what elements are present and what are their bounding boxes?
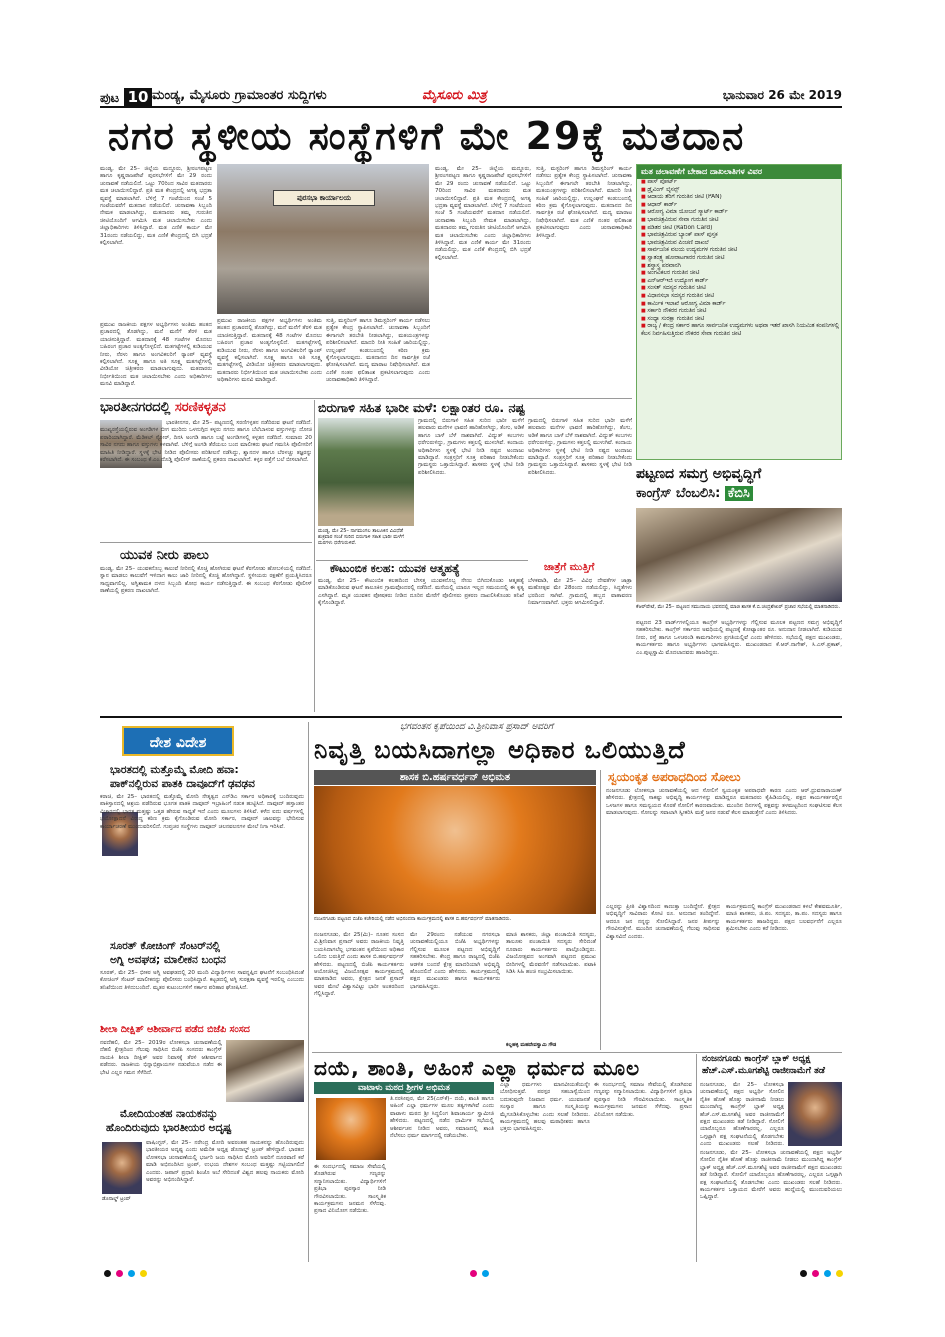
modi-headline-line1: ಭಾರತದಲ್ಲಿ ಮತ್ತೊಮ್ಮೆ ಮೋದಿ ಹವಾ:: [110, 764, 239, 776]
registration-mark: [470, 1270, 477, 1277]
modi-headline-line2: ಪಾಕ್‌ನಲ್ಲಿರುವ ಪಾತಕಿ ದಾವೂದ್‌ಗೆ ಢವಢವ: [110, 778, 255, 790]
voter-document-item: ■ ವಿಧಾನಸಭಾ ಸದಸ್ಯರ ಗುರುತಿನ ಚೀಟಿ: [637, 293, 841, 301]
trump-headline-line2: ಹೊಂದಿರುವುದು ಭಾರತೀಯರ ಅದೃಷ್ಟ: [106, 1122, 232, 1134]
rain-headline: ಬಿರುಗಾಳಿ ಸಹಿತ ಭಾರೀ ಮಳೆ: ಲಕ್ಷಾಂತರ ರೂ. ನಷ್ಟ: [318, 400, 525, 415]
lead-headline: ನಗರ ಸ್ಥಳೀಯ ಸಂಸ್ಥೆಗಳಿಗೆ ಮೇ 29ಕ್ಕೆ ಮತದಾನ: [108, 114, 746, 158]
voter-documents-title: ಮತ ಚಲಾವಣೆಗೆ ಬೇಕಾದ ದಾಖಲಾತಿಗಳ ವಿವರ: [637, 165, 841, 179]
registration-mark: [836, 1270, 843, 1277]
page-number: ಪುಟ 10: [100, 88, 152, 106]
lead-text-col1: ಮಂಡ್ಯ, ಮೇ 25– ಜಿಲ್ಲೆಯ ಮದ್ದೂರು, ಶ್ರೀರಂಗಪಟ್ಟಣ ಹಾಗೂ ಕೃಷ್ಣರಾಜಪೇಟೆ ಪುರಸಭೆಗಳಿಗೆ ಮೇ 29 ರಂದು ಚುನಾವಣೆ ನಡೆಯಲಿದೆ. ಒಟ್ಟು 70ರಿಂದ ಸಾವಿರ ಮತದಾರರು ಮತ ಚಲಾಯಿಸಲಿದ್ದಾರೆ. ಪ್ರತಿ ಮತ ಕೇಂದ್ರದಲ್ಲಿ ಅಗತ್ಯ ಭದ್ರತಾ ವ್ಯವಸ್ಥೆ ಮಾಡಲಾಗಿದೆ. ಬೆಳಿಗ್ಗೆ 7 ಗಂಟೆಯಿಂದ ಸಂಜೆ 5 ಗಂಟೆಯವರೆಗೆ ಮತದಾನ ನಡೆಯಲಿದೆ. ಚುನಾವಣಾ ಸಿಬ್ಬಂದಿ ನೇಮಕ ಮಾಡಲಾಗಿದ್ದು, ಮತದಾರರು ತಮ್ಮ ಗುರುತಿನ ಚೀಟಿಯೊಂದಿಗೆ ಆಗಮಿಸಿ ಮತ ಚಲಾಯಿಸಬೇಕು ಎಂದು ಜಿಲ್ಲಾಧಿಕಾರಿಗಳು ತಿಳಿಸಿದ್ದಾರೆ. ಮತ ಎಣಿಕೆ ಕಾರ್ಯ ಮೇ 31ರಂದು ನಡೆಯಲಿದ್ದು, ಮತ ಎಣಿಕೆ ಕೇಂದ್ರದಲ್ಲಿ ಬಿಗಿ ಭದ್ರತೆ ಕಲ್ಪಿಸಲಾಗಿದೆ.: [100, 166, 212, 247]
rain-caption: ಮಂಡ್ಯ, ಮೇ 25– ನಾಗಮಂಗಲ ತಾಲೂಕಿನ ವಿವಿಧೆಡೆ ಶುಕ್ರವಾರ ಸಂಜೆ ಸುರಿದ ಬಿರುಗಾಳಿ ಸಹಿತ ಭಾರೀ ಮಳೆಗೆ ಮರಗಳು ಧರೆಗುರುಳಿವೆ.: [318, 528, 404, 546]
registration-mark: [128, 1270, 135, 1277]
registration-mark: [812, 1270, 819, 1277]
trump-headline-line1: ಮೋದಿಯಂತಹ ನಾಯಕನನ್ನು: [120, 1108, 219, 1120]
desha-videsha-badge: ದೇಶ ವಿದೇಶ: [122, 726, 234, 756]
defeat-text-top: ನಂಜನಗೂಡು ಲೋಕಸಭಾ ಚುನಾವಣೆಯಲ್ಲಿ ಆದ ಸೋಲಿಗೆ ಸ್ವಯಂಕೃತ ಅಪರಾಧವೇ ಕಾರಣ ಎಂದು ಆರ್.ಧ್ರುವನಾರಾಯಣ್ ಹೇಳಿದರು. ಕ್ಷೇತ್ರದಲ್ಲಿ ಸಾಕಷ್ಟು ಅಭಿವೃದ್ಧಿ ಕಾರ್ಯಗಳನ್ನು ಮಾಡಿದ್ದರೂ ಮತದಾರರು ಕೈಹಿಡಿಯಲಿಲ್ಲ. ಪಕ್ಷದ ಕಾರ್ಯಕರ್ತರಲ್ಲಿನ ಒಳಜಗಳ ಹಾಗೂ ಸಮನ್ವಯದ ಕೊರತೆ ಸೋಲಿಗೆ ಕಾರಣವಾಯಿತು. ಮುಂದಿನ ದಿನಗಳಲ್ಲಿ ಪಕ್ಷವನ್ನು ತಳಮಟ್ಟದಿಂದ ಸಂಘಟಿಸುವ ಕೆಲಸ ಮಾಡಲಾಗುವುದು. ಸೋಲನ್ನು ಸವಾಲಾಗಿ ಸ್ವೀಕರಿಸಿ ಮತ್ತೆ ಜನರ ನಡುವೆ ಕೆಲಸ ಮಾಡುತ್ತೇನೆ ಎಂದು ತಿಳಿಸಿದರು.: [606, 788, 842, 817]
divider: [100, 716, 842, 718]
divider: [100, 542, 312, 543]
voter-document-item: ■ ಪಡಿತರ ಚೀಟಿ (Ration Card): [637, 225, 841, 233]
bank-text: ನಂಜನಗೂಡು, ಮೇ 25– ಲೋಕಸಭಾ ಚುನಾವಣೆಯಲ್ಲಿ ಪಕ್ಷದ ಅಭ್ಯರ್ಥಿ ಸೋಲಿನ ನೈತಿಕ ಹೊಣೆ ಹೊತ್ತು ರಾಜೀನಾಮೆ ನೀಡಲು ಮುಂದಾಗಿದ್ದ ಕಾಂಗ್ರೆಸ್ ಬ್ಲಾಕ್ ಅಧ್ಯಕ್ಷ ಹೆಚ್.ಎಸ್.ಮೂಗಶೆಟ್ಟಿ ಅವರ ರಾಜೀನಾಮೆಗೆ ಪಕ್ಷದ ಮುಖಂಡರು ತಡೆ ನೀಡಿದ್ದಾರೆ. ಸೋಲಿಗೆ ಯಾರೊಬ್ಬರೂ ಹೊಣೆಗಾರರಲ್ಲ, ಎಲ್ಲರೂ ಒಗ್ಗಟ್ಟಾಗಿ ಪಕ್ಷ ಸಂಘಟನೆಯಲ್ಲಿ ತೊಡಗಬೇಕು ಎಂದು ಮುಖಂಡರು ಸಲಹೆ ನೀಡಿದರು. ಕಾರ್ಯಕರ್ತರ ಒತ್ತಾಯದ ಮೇರೆಗೆ ಅವರು ಹುದ್ದೆಯಲ್ಲಿ ಮುಂದುವರಿಯಲು ಒಪ್ಪಿದ್ದಾರೆ.: [700, 1150, 842, 1201]
registration-mark: [482, 1270, 489, 1277]
surat-text: ಸೂರತ್, ಮೇ 25– ಭೀಕರ ಅಗ್ನಿ ಅವಘಡದಲ್ಲಿ 20 ಮಂದಿ ವಿದ್ಯಾರ್ಥಿಗಳು ಸಾವನ್ನಪ್ಪಿದ ಘಟನೆಗೆ ಸಂಬಂಧಿಸಿದಂತೆ ಕೋಚಿಂಗ್ ಸೆಂಟರ್ ಮಾಲೀಕನನ್ನು ಪೊಲೀಸರು ಬಂಧಿಸಿದ್ದಾರೆ. ಕಟ್ಟಡದಲ್ಲಿ ಅಗ್ನಿ ಸುರಕ್ಷತಾ ವ್ಯವಸ್ಥೆ ಇರಲಿಲ್ಲ ಎಂಬುದು ತನಿಖೆಯಿಂದ ತಿಳಿದುಬಂದಿದೆ. ಮೃತರ ಕುಟುಂಬಗಳಿಗೆ ಸರ್ಕಾರ ಪರಿಹಾರ ಘೋಷಿಸಿದೆ.: [100, 970, 304, 991]
dharma-text-col2: ಎಲ್ಲಾ ಧರ್ಮಗಳು ಮಾನವೀಯತೆಯನ್ನೇ ಬೋಧಿಸುತ್ತವೆ. ಪರಸ್ಪರ ಸಹಬಾಳ್ವೆಯಿಂದ ಬದುಕುವುದೇ ನಿಜವಾದ ಧರ್ಮ. ಯುವಜನತೆ ಸಂಸ್ಕಾರ ಹಾಗೂ ಸಂಸ್ಕೃತಿಯನ್ನು ಮೈಗೂಡಿಸಿಕೊಳ್ಳಬೇಕು ಎಂದು ಸಲಹೆ ನೀಡಿದರು. ಕಾರ್ಯಕ್ರಮದಲ್ಲಿ ಹಲವು ಮಠಾಧೀಶರು ಹಾಗೂ ಭಕ್ತರು ಭಾಗವಹಿಸಿದ್ದರು.: [500, 1082, 590, 1133]
voter-document-item: ■ ಆದಾಯ ತೆರಿಗೆ ಗುರುತಿನ ಚೀಟಿ (PAN): [637, 194, 841, 202]
voter-document-item: ■ ಸಾರ್ವಜನಿಕ ವಲಯ ಉದ್ಯಮಗಳ ಗುರುತಿನ ಚೀಟಿ: [637, 247, 841, 255]
divider: [314, 400, 315, 712]
lead-text-col4: ಮಂಡ್ಯ, ಮೇ 25– ಜಿಲ್ಲೆಯ ಮದ್ದೂರು, ಶ್ರೀರಂಗಪಟ್ಟಣ ಹಾಗೂ ಕೃಷ್ಣರಾಜಪೇಟೆ ಪುರಸಭೆಗಳಿಗೆ ಮೇ 29 ರಂದು ಚುನಾವಣೆ ನಡೆಯಲಿದೆ. ಒಟ್ಟು 70ರಿಂದ ಸಾವಿರ ಮತದಾರರು ಮತ ಚಲಾಯಿಸಲಿದ್ದಾರೆ. ಪ್ರತಿ ಮತ ಕೇಂದ್ರದಲ್ಲಿ ಅಗತ್ಯ ಭದ್ರತಾ ವ್ಯವಸ್ಥೆ ಮಾಡಲಾಗಿದೆ. ಬೆಳಿಗ್ಗೆ 7 ಗಂಟೆಯಿಂದ ಸಂಜೆ 5 ಗಂಟೆಯವರೆಗೆ ಮತದಾನ ನಡೆಯಲಿದೆ. ಚುನಾವಣಾ ಸಿಬ್ಬಂದಿ ನೇಮಕ ಮಾಡಲಾಗಿದ್ದು, ಮತದಾರರು ತಮ್ಮ ಗುರುತಿನ ಚೀಟಿಯೊಂದಿಗೆ ಆಗಮಿಸಿ ಮತ ಚಲಾಯಿಸಬೇಕು ಎಂದು ಜಿಲ್ಲಾಧಿಕಾರಿಗಳು ತಿಳಿಸಿದ್ದಾರೆ. ಮತ ಎಣಿಕೆ ಕಾರ್ಯ ಮೇ 31ರಂದು ನಡೆಯಲಿದ್ದು, ಮತ ಎಣಿಕೆ ಕೇಂದ್ರದಲ್ಲಿ ಬಿಗಿ ಭದ್ರತೆ ಕಲ್ಪಿಸಲಾಗಿದೆ.: [435, 166, 531, 261]
swamiji-photo: [316, 1098, 386, 1160]
divider: [696, 1054, 697, 1262]
divider: [312, 1052, 842, 1053]
prasad-strap: ಭಗವಂತನ ಕೃಪೆಯಿಂದ ವಿ.ಶ್ರೀನಿವಾಸ ಪ್ರಸಾದ್ ಅವರಿಗೆ: [400, 722, 554, 732]
voter-document-item: ■ ಕಾರ್ಮಿಕ ಇಲಾಖೆ ಆರೋಗ್ಯ ವಿಮಾ ಕಾರ್ಡ್: [637, 301, 841, 309]
moogashetty-photo: [788, 1082, 842, 1146]
voter-document-item: ■ ಸಂಧ್ಯಾ ಸುರಕ್ಷಾ ಗುರುತಿನ ಚೀಟಿ: [637, 316, 841, 324]
rain-text-col2: ಗ್ರಾಮದಲ್ಲಿ ಬಿರುಗಾಳಿ ಸಹಿತ ಸುರಿದ ಭಾರೀ ಮಳೆಗೆ ಹಲವಾರು ಮನೆಗಳ ಛಾವಣಿ ಹಾರಿಹೋಗಿದ್ದು, ತೆಂಗು, ಅಡಿಕೆ ಹಾಗೂ ಬಾಳೆ ಬೆಳೆ ನಾಶವಾಗಿದೆ. ವಿದ್ಯುತ್ ಕಂಬಗಳು ಧರೆಗುರುಳಿದ್ದು, ಗ್ರಾಮಗಳು ಕತ್ತಲಲ್ಲಿ ಮುಳುಗಿವೆ. ಕಂದಾಯ ಅಧಿಕಾರಿಗಳು ಸ್ಥಳಕ್ಕೆ ಭೇಟಿ ನೀಡಿ ನಷ್ಟದ ಅಂದಾಜು ಮಾಡಿದ್ದಾರೆ. ಸಂತ್ರಸ್ತರಿಗೆ ಸೂಕ್ತ ಪರಿಹಾರ ನೀಡಬೇಕೆಂದು ಗ್ರಾಮಸ್ಥರು ಒತ್ತಾಯಿಸಿದ್ದಾರೆ. ಶಾಸಕರು ಸ್ಥಳಕ್ಕೆ ಭೇಟಿ ನೀಡಿ ಪರಿಶೀಲಿಸಿದರು.: [528, 418, 632, 476]
trump-photo: [102, 1142, 142, 1194]
lead-text-col3: ಸುತ್ತಿ, ಮಸ್ಟರಿಂಗ್ ಹಾಗೂ ಡಿಮಸ್ಟರಿಂಗ್ ಕಾರ್ಯ ನಡೆಸಲು ಪ್ರತ್ಯೇಕ ಕೇಂದ್ರ ಸ್ಥಾಪಿಸಲಾಗಿದೆ. ಚುನಾವಣಾ ಸಿಬ್ಬಂದಿಗೆ ಈಗಾಗಲೇ ತರಬೇತಿ ನೀಡಲಾಗಿದ್ದು, ಮತಯಂತ್ರಗಳನ್ನು ಪರಿಶೀಲಿಸಲಾಗಿದೆ. ಮಾದರಿ ನೀತಿ ಸಂಹಿತೆ ಜಾರಿಯಲ್ಲಿದ್ದು, ಉಲ್ಲಂಘನೆ ಕಂಡುಬಂದಲ್ಲಿ ಕಠಿಣ ಕ್ರಮ ಕೈಗೊಳ್ಳಲಾಗುವುದು. ಮತದಾನದ ದಿನ ಸಾರ್ವತ್ರಿಕ ರಜೆ ಘೋಷಿಸಲಾಗಿದೆ. ಮದ್ಯ ಮಾರಾಟ ನಿಷೇಧಿಸಲಾಗಿದೆ. ಮತ ಎಣಿಕೆ ನಂತರ ಫಲಿತಾಂಶ ಪ್ರಕಟಿಸಲಾಗುವುದು ಎಂದು ಚುನಾವಣಾಧಿಕಾರಿ ತಿಳಿಸಿದ್ದಾರೆ.: [326, 318, 430, 384]
section-title: ಮಂಡ್ಯ, ಮೈಸೂರು ಗ್ರಾಮಾಂತರ ಸುದ್ದಿಗಳು: [152, 88, 327, 103]
dharma-text-col0: ಈ ಸಂದರ್ಭದಲ್ಲಿ ಸಮಾಜ ಸೇವೆಯಲ್ಲಿ ತೊಡಗಿರುವ ಗಣ್ಯರನ್ನು ಸನ್ಮಾನಿಸಲಾಯಿತು. ವಿದ್ಯಾರ್ಥಿಗಳಿಗೆ ಪ್ರತಿಭಾ ಪುರಸ್ಕಾರ ನೀಡಿ ಗೌರವಿಸಲಾಯಿತು. ಸಾಂಸ್ಕೃತಿಕ ಕಾರ್ಯಕ್ರಮಗಳು ಜನಮನ ಸೆಳೆದವು. ಪ್ರಸಾದ ವಿನಿಯೋಗ ನಡೆಯಿತು.: [314, 1164, 386, 1215]
lead-text-col1b: ಪ್ರಮುಖ ರಾಜಕೀಯ ಪಕ್ಷಗಳ ಅಭ್ಯರ್ಥಿಗಳು ಅಂತಿಮ ಹಂತದ ಪ್ರಚಾರದಲ್ಲಿ ತೊಡಗಿದ್ದು, ಮನೆ ಮನೆಗೆ ತೆರಳಿ ಮತ ಯಾಚಿಸುತ್ತಿದ್ದಾರೆ. ಮತದಾನಕ್ಕೆ 48 ಗಂಟೆಗಳ ಮೊದಲು ಬಹಿರಂಗ ಪ್ರಚಾರ ಅಂತ್ಯಗೊಳ್ಳಲಿದೆ. ಮತಗಟ್ಟೆಗಳಲ್ಲಿ ಕುಡಿಯುವ ನೀರು, ನೆರಳು ಹಾಗೂ ಅಂಗವಿಕಲರಿಗೆ ರ‍್ಯಾಂಪ್ ವ್ಯವಸ್ಥೆ ಕಲ್ಪಿಸಲಾಗಿದೆ. ಸೂಕ್ಷ್ಮ ಹಾಗೂ ಅತಿ ಸೂಕ್ಷ್ಮ ಮತಗಟ್ಟೆಗಳಲ್ಲಿ ವೀಡಿಯೋ ಚಿತ್ರೀಕರಣ ಮಾಡಲಾಗುವುದು. ಮತದಾರರು ನಿರ್ಭೀತಿಯಿಂದ ಮತ ಚಲಾಯಿಸಬೇಕು ಎಂದು ಅಧಿಕಾರಿಗಳು ಮನವಿ ಮಾಡಿದ್ದಾರೆ.: [100, 322, 212, 388]
voter-document-item: ■ ಶಸ್ತ್ರಾಸ್ತ್ರ ಪರವಾನಗಿ: [637, 263, 841, 271]
surat-subhead: ಅಗ್ನಿ ಅವಘಡ; ಮಾಲೀಕನ ಬಂಧನ: [110, 954, 226, 966]
divider: [100, 398, 632, 399]
voter-document-item: ■ ಡ್ರೈವಿಂಗ್ ಲೈಸನ್ಸ್: [637, 187, 841, 195]
voter-document-item: ■ ಅಂಗವಿಕಲರ ಗುರುತಿನ ಚೀಟಿ: [637, 270, 841, 278]
masthead: ಮೈಸೂರು ಮಿತ್ರ: [422, 88, 487, 103]
divider: [316, 560, 528, 561]
water-headline: ಯುವಕ ನೀರು ಪಾಲು: [120, 548, 209, 563]
congress-photo: [636, 508, 842, 602]
newspaper-page: [100, 86, 842, 1266]
prasad-headline: ನಿವೃತ್ತಿ ಬಯಸಿದಾಗಲ್ಲಾ ಅಧಿಕಾರ ಒಲಿಯುತ್ತಿದೆ: [314, 736, 686, 764]
jatre-headline: ಜಾತ್ರೆಗೆ ಮುತ್ತಿಗೆ: [544, 562, 595, 573]
prasad-text-col2: ಮೇ 29ರಂದು ನಡೆಯುವ ನಗರಸಭಾ ಚುನಾವಣೆಯಲ್ಲಿಯೂ ಬಿಜೆಪಿ ಅಭ್ಯರ್ಥಿಗಳನ್ನು ಗೆಲ್ಲಿಸುವ ಮೂಲಕ ಪಟ್ಟಣದ ಅಭಿವೃದ್ಧಿಗೆ ಸಹಕರಿಸಬೇಕು. ಕೇಂದ್ರ ಹಾಗೂ ರಾಜ್ಯದಲ್ಲಿ ಬಿಜೆಪಿ ಆಡಳಿತ ಬಂದರೆ ಕ್ಷೇತ್ರ ಮಾದರಿಯಾಗಿ ಅಭಿವೃದ್ಧಿ ಹೊಂದಲಿದೆ ಎಂದು ಹೇಳಿದರು. ಕಾರ್ಯಕ್ರಮದಲ್ಲಿ ಪಕ್ಷದ ಮುಖಂಡರು ಹಾಗೂ ಕಾರ್ಯಕರ್ತರು ಭಾಗವಹಿಸಿದ್ದರು.: [410, 932, 500, 990]
voter-document-item: ■ ಭಾವಚಿತ್ರವಿರುವ ಪಿಂಚಣಿ ದಾಖಲೆ: [637, 240, 841, 248]
sheila-text: ನವದೆಹಲಿ, ಮೇ 25– 2019ರ ಲೋಕಸಭಾ ಚುನಾವಣೆಯಲ್ಲಿ ದೆಹಲಿ ಕ್ಷೇತ್ರದಿಂದ ಗೆಲುವು ಸಾಧಿಸಿದ ಬಿಜೆಪಿ ಸಂಸದರು ಕಾಂಗ್ರೆಸ್ ನಾಯಕಿ ಶೀಲಾ ದೀಕ್ಷಿತ್ ಅವರ ನಿವಾಸಕ್ಕೆ ತೆರಳಿ ಆಶೀರ್ವಾದ ಪಡೆದರು. ರಾಜಕೀಯ ಭಿನ್ನಾಭಿಪ್ರಾಯಗಳ ನಡುವೆಯೂ ನಡೆದ ಈ ಭೇಟಿ ಎಲ್ಲರ ಗಮನ ಸೆಳೆದಿದೆ.: [100, 1040, 222, 1076]
theft-text: ಭಾರತೀನಗರ, ಮೇ 25– ಪಟ್ಟಣದಲ್ಲಿ ಸರಣಿಗಳ್ಳತನ ನಡೆದಿರುವ ಘಟನೆ ನಡೆದಿದೆ. ಮುಖ್ಯರಸ್ತೆಯಲ್ಲಿರುವ ಅಂಗಡಿಗಳ ಬೀಗ ಮುರಿದು ಒಳನುಗ್ಗಿದ ಕಳ್ಳರು ನಗದು ಹಾಗೂ ಬೆಲೆಬಾಳುವ ವಸ್ತುಗಳನ್ನು ದೋಚಿ ಪರಾರಿಯಾಗಿದ್ದಾರೆ. ಮೆಡಿಕಲ್ ಸ್ಟೋರ್, ದಿನಸಿ ಅಂಗಡಿ ಹಾಗೂ ಬಟ್ಟೆ ಅಂಗಡಿಗಳಲ್ಲಿ ಕಳ್ಳತನ ನಡೆದಿದೆ. ಸುಮಾರು 20 ಸಾವಿರ ನಗದು ಹಾಗೂ ವಸ್ತುಗಳು ಕಳವಾಗಿವೆ. ಬೆಳಿಗ್ಗೆ ಅಂಗಡಿ ತೆರೆಯಲು ಬಂದ ಮಾಲೀಕರು ಘಟನೆ ಗಮನಿಸಿ ಪೊಲೀಸರಿಗೆ ಮಾಹಿತಿ ನೀಡಿದ್ದಾರೆ. ಸ್ಥಳಕ್ಕೆ ಭೇಟಿ ನೀಡಿದ ಪೊಲೀಸರು ಪರಿಶೀಲನೆ ನಡೆಸಿದ್ದು, ಶ್ವಾನದಳ ಹಾಗೂ ಬೆರಳಚ್ಚು ತಜ್ಞರನ್ನು ಕರೆಸಲಾಗಿದೆ. ಈ ಸಂಬಂಧ ಕೆ.ಎಂ.ದೊಡ್ಡಿ ಪೊಲೀಸ್ ಠಾಣೆಯಲ್ಲಿ ಪ್ರಕರಣ ದಾಖಲಾಗಿದೆ. ಕಳ್ಳರ ಪತ್ತೆಗೆ ಬಲೆ ಬೀಸಲಾಗಿದೆ.: [100, 420, 312, 464]
sheila-headline: ಶೀಲಾ ದೀಕ್ಷಿತ್ ಆಶೀರ್ವಾದ ಪಡೆದ ಬಿಜೆಪಿ ಸಂಸದ: [100, 1024, 250, 1035]
defeat-text-col2: ಕಾರ್ಯಕ್ರಮದಲ್ಲಿ ಕಾಂಗ್ರೆಸ್ ಮುಖಂಡರಾದ ಕಳಲೆ ಕೇಶವಮೂರ್ತಿ, ಮಾಜಿ ಶಾಸಕರು, ಜಿ.ಪಂ. ಸದಸ್ಯರು, ತಾ.ಪಂ. ಸದಸ್ಯರು ಹಾಗೂ ಕಾರ್ಯಕರ್ತರು ಹಾಜರಿದ್ದರು. ಪಕ್ಷದ ಬಲವರ್ಧನೆಗೆ ಎಲ್ಲರೂ ಶ್ರಮಿಸಬೇಕು ಎಂದು ಕರೆ ನೀಡಿದರು.: [726, 904, 842, 933]
harshavardhan-photo: [314, 786, 596, 914]
photo-signboard: ಪುರಸಭಾ ಕಾರ್ಯಾಲಯ: [273, 190, 375, 206]
family-headline: ಕೌಟುಂಬಿಕ ಕಲಹ: ಯುವಕ ಆತ್ಮಹತ್ಯೆ: [330, 562, 460, 575]
rain-text-col1: ಗ್ರಾಮದಲ್ಲಿ ಬಿರುಗಾಳಿ ಸಹಿತ ಸುರಿದ ಭಾರೀ ಮಳೆಗೆ ಹಲವಾರು ಮನೆಗಳ ಛಾವಣಿ ಹಾರಿಹೋಗಿದ್ದು, ತೆಂಗು, ಅಡಿಕೆ ಹಾಗೂ ಬಾಳೆ ಬೆಳೆ ನಾಶವಾಗಿದೆ. ವಿದ್ಯುತ್ ಕಂಬಗಳು ಧರೆಗುರುಳಿದ್ದು, ಗ್ರಾಮಗಳು ಕತ್ತಲಲ್ಲಿ ಮುಳುಗಿವೆ. ಕಂದಾಯ ಅಧಿಕಾರಿಗಳು ಸ್ಥಳಕ್ಕೆ ಭೇಟಿ ನೀಡಿ ನಷ್ಟದ ಅಂದಾಜು ಮಾಡಿದ್ದಾರೆ. ಸಂತ್ರಸ್ತರಿಗೆ ಸೂಕ್ತ ಪರಿಹಾರ ನೀಡಬೇಕೆಂದು ಗ್ರಾಮಸ್ಥರು ಒತ್ತಾಯಿಸಿದ್ದಾರೆ. ಶಾಸಕರು ಸ್ಥಳಕ್ಕೆ ಭೇಟಿ ನೀಡಿ ಪರಿಶೀಲಿಸಿದರು.: [418, 418, 524, 476]
voter-documents-list: [637, 179, 841, 338]
voter-document-item: ■ ಸರ್ಕಾರಿ ನೌಕರರ ಗುರುತಿನ ಚೀಟಿ: [637, 308, 841, 316]
voter-document-item: ■ ಸಂಸತ್ ಸದಸ್ಯರ ಗುರುತಿನ ಚೀಟಿ: [637, 285, 841, 293]
voter-document-item: ■ ಆರೋಗ್ಯ ವಿಮಾ ಯೋಜನೆ ಸ್ಮಾರ್ಟ್ ಕಾರ್ಡ್: [637, 209, 841, 217]
voter-document-item: ■ ಸ್ವಾತಂತ್ರ್ಯ ಹೋರಾಟಗಾರರ ಗುರುತಿನ ಚೀಟಿ: [637, 255, 841, 263]
issue-date: ಭಾನುವಾರ 26 ಮೇ 2019: [722, 88, 842, 102]
voter-document-item: ■ ಭಾವಚಿತ್ರವಿರುವ ಬ್ಯಾಂಕ್ ಪಾಸ್ ಪುಸ್ತಕ: [637, 232, 841, 240]
dharma-strap: ವಾಟಾಳು ಮಠದ ಶ್ರೀಗಳ ಅಭಿಮತ: [314, 1082, 494, 1094]
voter-document-item: ■ ರಾಜ್ಯ / ಕೇಂದ್ರ ಸರ್ಕಾರ ಹಾಗೂ ಸಾರ್ವಜನಿಕ ಉದ್ಯಮಗಳು ಅಥವಾ ಇತರೆ ಖಾಸಗಿ ನಿಯಮಿತ ಕಂಪನಿಗಳಲ್ಲಿ ಕೆಲಸ ನಿರ್ವಹಿಸುತ್ತಿರುವ ನೌಕರರ ಸೇವಾ ಗುರುತಿನ ಚೀಟಿ: [637, 323, 841, 338]
defeat-headline: ಸ್ವಯಂಕೃತ ಅಪರಾಧದಿಂದ ಸೋಲು: [608, 770, 741, 784]
defeat-text-col1: ಎಲ್ಲರನ್ನು ಪ್ರೀತಿ ವಿಶ್ವಾಸದಿಂದ ಕಾಣುತ್ತಾ ಬಂದಿದ್ದೇನೆ. ಕ್ಷೇತ್ರದ ಅಭಿವೃದ್ಧಿಗೆ ಸಾವಿರಾರು ಕೋಟಿ ರೂ. ಅನುದಾನ ತಂದಿದ್ದೇನೆ. ಆದರೂ ಜನ ನನ್ನನ್ನು ಸೋಲಿಸಿದ್ದಾರೆ. ಜನರ ತೀರ್ಪನ್ನು ಗೌರವಿಸುತ್ತೇನೆ. ಮುಂದಿನ ಚುನಾವಣೆಯಲ್ಲಿ ಗೆಲುವು ಸಾಧಿಸುವ ವಿಶ್ವಾಸವಿದೆ ಎಂದರು.: [606, 904, 720, 940]
harshavardhan-banner: ಶಾಸಕ ಬಿ.ಹರ್ಷವರ್ಧನ್ ಅಭಿಮತ: [314, 770, 596, 785]
voter-document-item: ■ ಭಾವಚಿತ್ರವಿರುವ ಸೇವಾ ಗುರುತಿನ ಚೀಟಿ: [637, 217, 841, 225]
trump-text: ವಾಷಿಂಗ್ಟನ್, ಮೇ 25– ನರೇಂದ್ರ ಮೋದಿ ಅವರಂತಹ ನಾಯಕನನ್ನು ಹೊಂದಿರುವುದು ಭಾರತೀಯರ ಅದೃಷ್ಟ ಎಂದು ಅಮೆರಿಕ ಅಧ್ಯಕ್ಷ ಡೊನಾಲ್ಡ್ ಟ್ರಂಪ್ ಹೇಳಿದ್ದಾರೆ. ಭಾರತದ ಲೋಕಸಭಾ ಚುನಾವಣೆಯಲ್ಲಿ ಭರ್ಜರಿ ಜಯ ಸಾಧಿಸಿದ ಮೋದಿ ಅವರಿಗೆ ದೂರವಾಣಿ ಕರೆ ಮಾಡಿ ಅಭಿನಂದಿಸಿದ ಟ್ರಂಪ್, ಉಭಯ ದೇಶಗಳ ಸಂಬಂಧ ಮತ್ತಷ್ಟು ಗಟ್ಟಿಯಾಗಲಿದೆ ಎಂದರು. ಜಪಾನ್ ಪ್ರಧಾನಿ ಶಿಂಜೊ ಅಬೆ ಸೇರಿದಂತೆ ವಿಶ್ವದ ಹಲವು ನಾಯಕರು ಮೋದಿ ಅವರನ್ನು ಅಭಿನಂದಿಸಿದ್ದಾರೆ.: [146, 1140, 304, 1184]
family-text: ಮಂಡ್ಯ, ಮೇ 25– ಕೌಟುಂಬಿಕ ಕಲಹದಿಂದ ಬೇಸತ್ತ ಯುವಕನೊಬ್ಬ ನೇಣು ಬಿಗಿದುಕೊಂಡು ಆತ್ಮಹತ್ಯೆ ಮಾಡಿಕೊಂಡಿರುವ ಘಟನೆ ತಾಲೂಕಿನ ಗ್ರಾಮವೊಂದರಲ್ಲಿ ನಡೆದಿದೆ. ಮನೆಯಲ್ಲಿ ಯಾರೂ ಇಲ್ಲದ ಸಮಯದಲ್ಲಿ ಈ ಕೃತ್ಯ ಎಸಗಿದ್ದಾನೆ. ಮೃತ ಯುವಕನ ಪೋಷಕರು ನೀಡಿದ ದೂರಿನ ಮೇರೆಗೆ ಪೊಲೀಸರು ಪ್ರಕರಣ ದಾಖಲಿಸಿಕೊಂಡು ತನಿಖೆ ಕೈಗೊಂಡಿದ್ದಾರೆ.: [318, 578, 524, 607]
registration-mark: [140, 1270, 147, 1277]
voter-document-item: ■ ಪಾಸ್ ಪೋರ್ಟ್: [637, 179, 841, 187]
rain-photo: [318, 418, 414, 526]
prasad-byline: ಕಲ್ಲಹಳ್ಳಿ ಮಹದೇವಸ್ವಾಮಿ ಗೌಡ: [506, 1042, 557, 1048]
dharma-text-col1: ತಿ.ನರಸೀಪುರ, ಮೇ 25(ಎನ್‌ಕೆ)– ದಯೆ, ಶಾಂತಿ ಹಾಗೂ ಅಹಿಂಸೆ ಎಲ್ಲಾ ಧರ್ಮಗಳ ಮೂಲ ತತ್ವಗಳಾಗಿವೆ ಎಂದು ವಾಟಾಳು ಮಠದ ಶ್ರೀ ಸಿದ್ಧಲಿಂಗ ಶಿವಾಚಾರ್ಯ ಸ್ವಾಮೀಜಿ ಹೇಳಿದರು. ಪಟ್ಟಣದಲ್ಲಿ ನಡೆದ ಧಾರ್ಮಿಕ ಸಭೆಯಲ್ಲಿ ಆಶೀರ್ವಚನ ನೀಡಿದ ಅವರು, ಸಮಾಜದಲ್ಲಿ ಶಾಂತಿ ನೆಲೆಸಲು ಧರ್ಮ ಮಾರ್ಗದಲ್ಲಿ ನಡೆಯಬೇಕು.: [390, 1096, 494, 1140]
bank-headline-line2: ಹೆಚ್.ಎಸ್.ಮೂಗಶೆಟ್ಟಿ ರಾಜೀನಾಮೆಗೆ ತಡೆ: [702, 1066, 825, 1076]
congress-text: ಪಟ್ಟಣದ 23 ವಾರ್ಡ್‌ಗಳಲ್ಲಿಯೂ ಕಾಂಗ್ರೆಸ್ ಅಭ್ಯರ್ಥಿಗಳನ್ನು ಗೆಲ್ಲಿಸುವ ಮೂಲಕ ಪಟ್ಟಣದ ಸಮಗ್ರ ಅಭಿವೃದ್ಧಿಗೆ ಸಹಕರಿಸಬೇಕು. ಕಾಂಗ್ರೆಸ್ ಸರ್ಕಾರದ ಅವಧಿಯಲ್ಲಿ ಪಟ್ಟಣಕ್ಕೆ ಕೋಟ್ಯಾಂತರ ರೂ. ಅನುದಾನ ನೀಡಲಾಗಿದೆ. ಕುಡಿಯುವ ನೀರು, ರಸ್ತೆ ಹಾಗೂ ಒಳಚರಂಡಿ ಕಾಮಗಾರಿಗಳು ಪ್ರಗತಿಯಲ್ಲಿವೆ ಎಂದು ಹೇಳಿದರು. ಸಭೆಯಲ್ಲಿ ಪಕ್ಷದ ಮುಖಂಡರು, ಕಾರ್ಯಕರ್ತರು ಹಾಗೂ ಅಭ್ಯರ್ಥಿಗಳು ಭಾಗವಹಿಸಿದ್ದರು. ಮುಖಂಡರಾದ ಕೆ.ಆರ್.ನಾಗೇಶ್, ಸಿ.ಎಸ್.ಪ್ರಕಾಶ್, ಎಂ.ಪುಟ್ಟಸ್ವಾಮಿ ಮೊದಲಾದವರು ಹಾಜರಿದ್ದರು.: [636, 620, 842, 656]
jatre-text: ಬೆಳಕವಾಡಿ, ಮೇ 25– ವಿವಿಧ ದೇವತೆಗಳ ಜಾತ್ರಾ ಮಹೋತ್ಸವ ಮೇ 28ರಂದು ನಡೆಯಲಿದ್ದು, ಸಿದ್ಧತೆಗಳು ಭರದಿಂದ ಸಾಗಿವೆ. ಗ್ರಾಮದಲ್ಲಿ ಹಬ್ಬದ ವಾತಾವರಣ ನಿರ್ಮಾಣವಾಗಿದೆ. ಭಕ್ತರು ಆಗಮಿಸಲಿದ್ದಾರೆ.: [528, 578, 632, 607]
kbc-tag: ಕೆಬಿಸಿ: [725, 486, 753, 501]
prasad-text-col3: ಮಾಜಿ ಶಾಸಕರು, ಜಿಲ್ಲಾ ಪಂಚಾಯಿತಿ ಸದಸ್ಯರು, ತಾಲೂಕು ಪಂಚಾಯಿತಿ ಸದಸ್ಯರು ಸೇರಿದಂತೆ ನೂರಾರು ಕಾರ್ಯಕರ್ತರು ಪಾಲ್ಗೊಂಡಿದ್ದರು. ವಿಜಯೋತ್ಸವದ ಅಂಗವಾಗಿ ಪಟ್ಟಣದ ಪ್ರಮುಖ ಬೀದಿಗಳಲ್ಲಿ ಮೆರವಣಿಗೆ ನಡೆಸಲಾಯಿತು. ಪಟಾಕಿ ಸಿಡಿಸಿ ಸಿಹಿ ಹಂಚಿ ಸಂಭ್ರಮಿಸಲಾಯಿತು.: [506, 932, 596, 976]
surat-headline: ಸೂರತ್ ಕೋಚಿಂಗ್ ಸೆಂಟರ್‌ನಲ್ಲಿ: [110, 940, 221, 952]
voter-document-item: ■ ಆಧಾರ್ ಕಾರ್ಡ್: [637, 202, 841, 210]
modi-text: ಕರಾಚಿ, ಮೇ 25– ಭಾರತದಲ್ಲಿ ಮತ್ತೊಮ್ಮೆ ಮೋದಿ ನೇತೃತ್ವದ ಎನ್‌ಡಿಎ ಸರ್ಕಾರ ಅಧಿಕಾರಕ್ಕೆ ಬಂದಿರುವುದು ಪಾಕಿಸ್ತಾನದಲ್ಲಿ ಆಶ್ರಯ ಪಡೆದಿರುವ ಭೂಗತ ಪಾತಕಿ ದಾವೂದ್ ಇಬ್ರಾಹಿಂಗೆ ನಡುಕ ಹುಟ್ಟಿಸಿದೆ. ದಾವೂದ್ ಹಸ್ತಾಂತರ ವಿಚಾರದಲ್ಲಿ ಭಾರತ ಮತ್ತಷ್ಟು ಒತ್ತಡ ಹೇರುವ ಸಾಧ್ಯತೆ ಇದೆ ಎಂದು ಮೂಲಗಳು ತಿಳಿಸಿವೆ. ಕಳೆದ ಐದು ವರ್ಷಗಳಲ್ಲಿ ಭಯೋತ್ಪಾದನೆ ವಿರುದ್ಧ ಕಠಿಣ ಕ್ರಮ ಕೈಗೊಂಡಿರುವ ಮೋದಿ ಸರ್ಕಾರ, ದಾವೂದ್ ಜಾಲವನ್ನು ಭೇದಿಸುವ ಕಾರ್ಯಾಚರಣೆ ಮುಂದುವರಿಸಲಿದೆ. ಗುಪ್ತಚರ ಸಂಸ್ಥೆಗಳು ದಾವೂದ್ ಚಲನವಲನಗಳ ಮೇಲೆ ನಿಗಾ ಇರಿಸಿವೆ.: [100, 794, 304, 830]
lead-text-col5: ಸುತ್ತಿ, ಮಸ್ಟರಿಂಗ್ ಹಾಗೂ ಡಿಮಸ್ಟರಿಂಗ್ ಕಾರ್ಯ ನಡೆಸಲು ಪ್ರತ್ಯೇಕ ಕೇಂದ್ರ ಸ್ಥಾಪಿಸಲಾಗಿದೆ. ಚುನಾವಣಾ ಸಿಬ್ಬಂದಿಗೆ ಈಗಾಗಲೇ ತರಬೇತಿ ನೀಡಲಾಗಿದ್ದು, ಮತಯಂತ್ರಗಳನ್ನು ಪರಿಶೀಲಿಸಲಾಗಿದೆ. ಮಾದರಿ ನೀತಿ ಸಂಹಿತೆ ಜಾರಿಯಲ್ಲಿದ್ದು, ಉಲ್ಲಂಘನೆ ಕಂಡುಬಂದಲ್ಲಿ ಕಠಿಣ ಕ್ರಮ ಕೈಗೊಳ್ಳಲಾಗುವುದು. ಮತದಾನದ ದಿನ ಸಾರ್ವತ್ರಿಕ ರಜೆ ಘೋಷಿಸಲಾಗಿದೆ. ಮದ್ಯ ಮಾರಾಟ ನಿಷೇಧಿಸಲಾಗಿದೆ. ಮತ ಎಣಿಕೆ ನಂತರ ಫಲಿತಾಂಶ ಪ್ರಕಟಿಸಲಾಗುವುದು ಎಂದು ಚುನಾವಣಾಧಿಕಾರಿ ತಿಳಿಸಿದ್ದಾರೆ.: [536, 166, 632, 239]
harshavardhan-caption: ನಂಜನಗೂಡು ಪಟ್ಟಣದ ಬಿಜೆಪಿ ಕಚೇರಿಯಲ್ಲಿ ನಡೆದ ಅಭಿನಂದನಾ ಕಾರ್ಯಕ್ರಮದಲ್ಲಿ ಶಾಸಕ ಬಿ.ಹರ್ಷವರ್ಧನ್ ಮಾತನಾಡಿದರು.: [314, 916, 512, 922]
lead-photo: [217, 164, 429, 314]
voter-documents-box: [636, 164, 842, 460]
registration-mark: [824, 1270, 831, 1277]
lead-text-col2: ಪ್ರಮುಖ ರಾಜಕೀಯ ಪಕ್ಷಗಳ ಅಭ್ಯರ್ಥಿಗಳು ಅಂತಿಮ ಹಂತದ ಪ್ರಚಾರದಲ್ಲಿ ತೊಡಗಿದ್ದು, ಮನೆ ಮನೆಗೆ ತೆರಳಿ ಮತ ಯಾಚಿಸುತ್ತಿದ್ದಾರೆ. ಮತದಾನಕ್ಕೆ 48 ಗಂಟೆಗಳ ಮೊದಲು ಬಹಿರಂಗ ಪ್ರಚಾರ ಅಂತ್ಯಗೊಳ್ಳಲಿದೆ. ಮತಗಟ್ಟೆಗಳಲ್ಲಿ ಕುಡಿಯುವ ನೀರು, ನೆರಳು ಹಾಗೂ ಅಂಗವಿಕಲರಿಗೆ ರ‍್ಯಾಂಪ್ ವ್ಯವಸ್ಥೆ ಕಲ್ಪಿಸಲಾಗಿದೆ. ಸೂಕ್ಷ್ಮ ಹಾಗೂ ಅತಿ ಸೂಕ್ಷ್ಮ ಮತಗಟ್ಟೆಗಳಲ್ಲಿ ವೀಡಿಯೋ ಚಿತ್ರೀಕರಣ ಮಾಡಲಾಗುವುದು. ಮತದಾರರು ನಿರ್ಭೀತಿಯಿಂದ ಮತ ಚಲಾಯಿಸಬೇಕು ಎಂದು ಅಧಿಕಾರಿಗಳು ಮನವಿ ಮಾಡಿದ್ದಾರೆ.: [217, 318, 322, 384]
divider: [308, 722, 309, 1262]
registration-mark: [800, 1270, 807, 1277]
bank-headline-line1: ನಂಜನಗೂಡು ಕಾಂಗ್ರೆಸ್ ಬ್ಲಾಕ್ ಅಧ್ಯಕ್ಷ: [702, 1054, 811, 1064]
header-rule: [100, 106, 842, 108]
theft-headline: ಭಾರತೀನಗರದಲ್ಲಿ ಸರಣಿಕಳ್ಳತನ: [100, 400, 226, 415]
dharma-headline: ದಯೆ, ಶಾಂತಿ, ಅಹಿಂಸೆ ಎಲ್ಲಾ ಧರ್ಮದ ಮೂಲ: [314, 1056, 641, 1080]
congress-headline-line2: ಕಾಂಗ್ರೆಸ್ ಬೆಂಬಲಿಸಿ: ಕೆಬಿಸಿ: [636, 486, 753, 501]
dharma-text-col3: ಈ ಸಂದರ್ಭದಲ್ಲಿ ಸಮಾಜ ಸೇವೆಯಲ್ಲಿ ತೊಡಗಿರುವ ಗಣ್ಯರನ್ನು ಸನ್ಮಾನಿಸಲಾಯಿತು. ವಿದ್ಯಾರ್ಥಿಗಳಿಗೆ ಪ್ರತಿಭಾ ಪುರಸ್ಕಾರ ನೀಡಿ ಗೌರವಿಸಲಾಯಿತು. ಸಾಂಸ್ಕೃತಿಕ ಕಾರ್ಯಕ್ರಮಗಳು ಜನಮನ ಸೆಳೆದವು. ಪ್ರಸಾದ ವಿನಿಯೋಗ ನಡೆಯಿತು.: [594, 1082, 692, 1118]
registration-mark: [116, 1270, 123, 1277]
congress-caption: ಕೆಆರ್‌ಪೇಟೆ, ಮೇ 25– ಪಟ್ಟಣದ ಸಮುದಾಯ ಭವನದಲ್ಲಿ ಮಾಜಿ ಶಾಸಕ ಕೆ.ಬಿ.ಚಂದ್ರಶೇಖರ್ ಪ್ರಚಾರ ಸಭೆಯಲ್ಲಿ ಮಾತನಾಡಿದರು.: [636, 604, 841, 610]
bank-text-top: ನಂಜನಗೂಡು, ಮೇ 25– ಲೋಕಸಭಾ ಚುನಾವಣೆಯಲ್ಲಿ ಪಕ್ಷದ ಅಭ್ಯರ್ಥಿ ಸೋಲಿನ ನೈತಿಕ ಹೊಣೆ ಹೊತ್ತು ರಾಜೀನಾಮೆ ನೀಡಲು ಮುಂದಾಗಿದ್ದ ಕಾಂಗ್ರೆಸ್ ಬ್ಲಾಕ್ ಅಧ್ಯಕ್ಷ ಹೆಚ್.ಎಸ್.ಮೂಗಶೆಟ್ಟಿ ಅವರ ರಾಜೀನಾಮೆಗೆ ಪಕ್ಷದ ಮುಖಂಡರು ತಡೆ ನೀಡಿದ್ದಾರೆ. ಸೋಲಿಗೆ ಯಾರೊಬ್ಬರೂ ಹೊಣೆಗಾರರಲ್ಲ, ಎಲ್ಲರೂ ಒಗ್ಗಟ್ಟಾಗಿ ಪಕ್ಷ ಸಂಘಟನೆಯಲ್ಲಿ ತೊಡಗಬೇಕು ಎಂದು ಮುಖಂಡರು ಸಲಹೆ ನೀಡಿದರು.: [700, 1082, 784, 1148]
congress-headline-line1: ಪಟ್ಟಣದ ಸಮಗ್ರ ಅಭಿವೃದ್ಧಿಗೆ: [636, 466, 762, 482]
voter-document-item: ■ ಎನ್‌ಆರ್‌ಇಜಿ ಉದ್ಯೋಗ ಕಾರ್ಡ್: [637, 278, 841, 286]
registration-mark: [104, 1270, 111, 1277]
trump-caption: ಡೊನಾಲ್ಡ್ ಟ್ರಂಪ್: [102, 1196, 131, 1202]
prasad-text-col1: ನಂಜನಗೂಡು, ಮೇ 25(ಮಿ)– ನೂತನ ಸಂಸದ ವಿ.ಶ್ರೀನಿವಾಸ ಪ್ರಸಾದ್ ಅವರು ರಾಜಕೀಯ ನಿವೃತ್ತಿ ಬಯಸಿದಾಗಲೆಲ್ಲ ಭಗವಂತನ ಕೃಪೆಯಿಂದ ಅಧಿಕಾರ ಒಲಿದು ಬರುತ್ತಿದೆ ಎಂದು ಶಾಸಕ ಬಿ.ಹರ್ಷವರ್ಧನ್ ಹೇಳಿದರು. ಪಟ್ಟಣದಲ್ಲಿ ಬಿಜೆಪಿ ಕಾರ್ಯಕರ್ತರು ಆಯೋಜಿಸಿದ್ದ ವಿಜಯೋತ್ಸವ ಕಾರ್ಯಕ್ರಮದಲ್ಲಿ ಮಾತನಾಡಿದ ಅವರು, ಕ್ಷೇತ್ರದ ಜನತೆ ಪ್ರಸಾದ್ ಅವರ ಮೇಲೆ ವಿಶ್ವಾಸವಿಟ್ಟು ಭಾರೀ ಅಂತರದಿಂದ ಗೆಲ್ಲಿಸಿದ್ದಾರೆ.: [314, 932, 404, 998]
sheila-photo: [226, 1040, 304, 1102]
divider: [600, 770, 601, 1050]
water-text: ಮಂಡ್ಯ, ಮೇ 25– ಯುವಕನೊಬ್ಬ ಕಾಲುವೆ ನೀರಿನಲ್ಲಿ ಕೊಚ್ಚಿ ಹೋಗಿರುವ ಘಟನೆ ಕೆರಗೋಡು ಹೋಬಳಿಯಲ್ಲಿ ನಡೆದಿದೆ. ಸ್ನಾನ ಮಾಡಲು ಕಾಲುವೆಗೆ ಇಳಿದಾಗ ಕಾಲು ಜಾರಿ ನೀರಿನಲ್ಲಿ ಕೊಚ್ಚಿ ಹೋಗಿದ್ದಾನೆ. ಸ್ಥಳೀಯರು ರಕ್ಷಣೆಗೆ ಪ್ರಯತ್ನಿಸಿದರೂ ಸಾಧ್ಯವಾಗಲಿಲ್ಲ. ಅಗ್ನಿಶಾಮಕ ದಳದ ಸಿಬ್ಬಂದಿ ಶೋಧ ಕಾರ್ಯ ನಡೆಸುತ್ತಿದ್ದಾರೆ. ಈ ಸಂಬಂಧ ಕೆರಗೋಡು ಪೊಲೀಸ್ ಠಾಣೆಯಲ್ಲಿ ಪ್ರಕರಣ ದಾಖಲಾಗಿದೆ.: [100, 566, 312, 595]
